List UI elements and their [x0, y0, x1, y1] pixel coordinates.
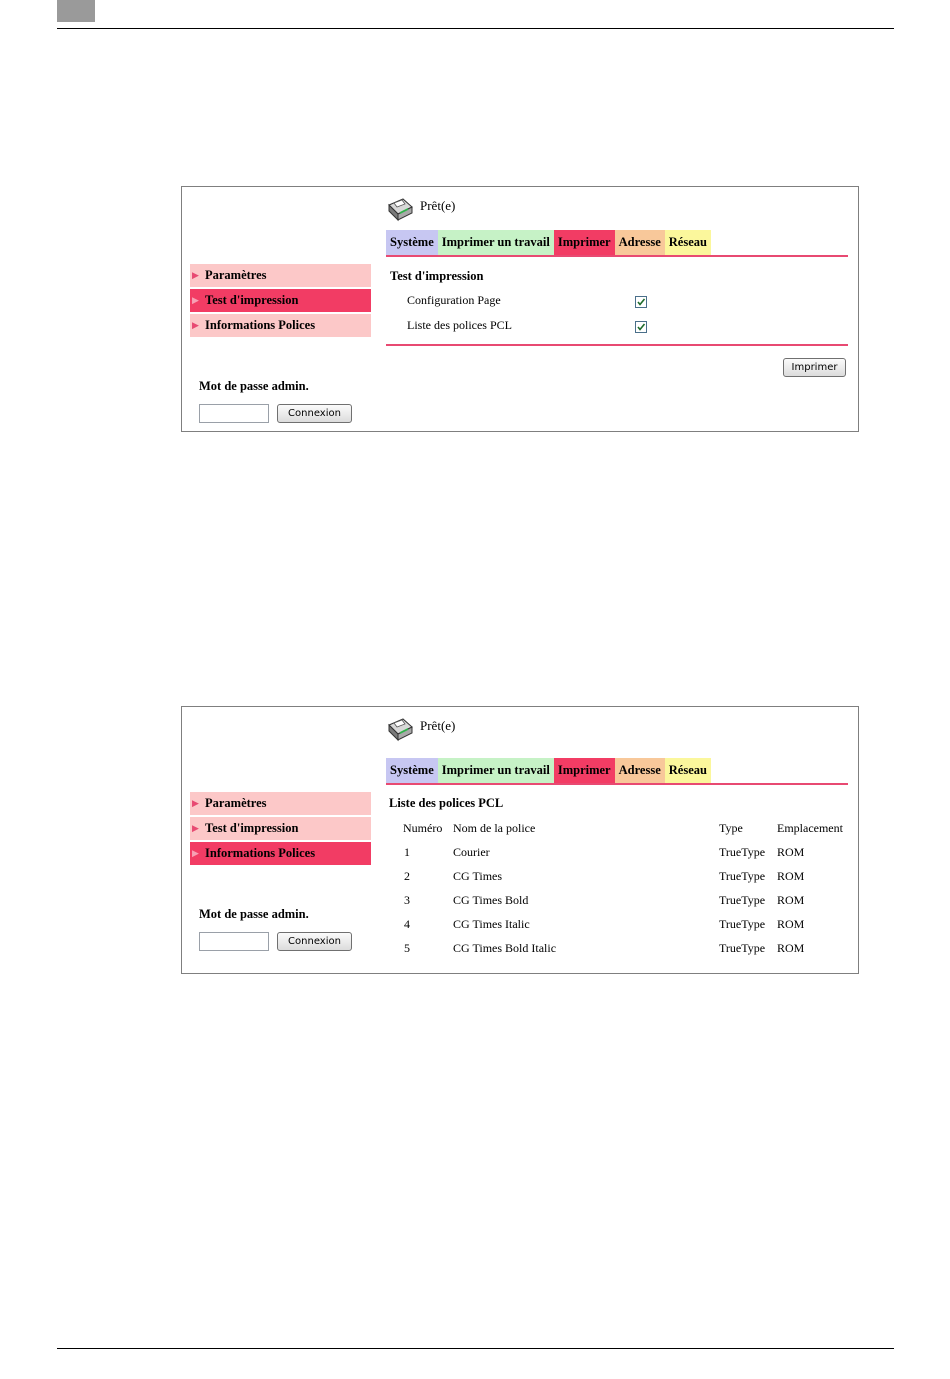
section-divider [386, 344, 848, 346]
table-cell-type: TrueType [719, 917, 766, 931]
triangle-right-icon: ▶ [192, 295, 199, 305]
sidebar-item-label: Test d'impression [205, 293, 299, 307]
table-cell-emplacement: ROM [777, 941, 805, 955]
tab-underline [386, 255, 848, 257]
tab-systeme[interactable]: Système [386, 230, 438, 255]
sidebar-item-label: Test d'impression [205, 821, 299, 835]
main-tabs [386, 230, 711, 255]
checkmark-icon [636, 297, 646, 307]
table-cell-nom: Courier [453, 845, 490, 859]
table-cell-emplacement: ROM [777, 917, 805, 931]
footer-rule [57, 1348, 894, 1349]
table-cell-emplacement: ROM [777, 893, 805, 907]
table-cell-type: TrueType [719, 941, 766, 955]
admin-password-label: Mot de passe admin. [199, 907, 309, 921]
tab-imprimer[interactable]: Imprimer [554, 230, 615, 255]
sidebar-item-test-impression[interactable] [190, 289, 371, 312]
sidebar-item-label: Informations Polices [205, 846, 316, 860]
option-configuration-page-label: Configuration Page [407, 293, 501, 307]
section-title: Test d'impression [390, 269, 484, 283]
tab-reseau[interactable]: Réseau [665, 758, 711, 783]
printer-icon [386, 195, 414, 223]
status-text: Prêt(e) [420, 198, 456, 213]
table-cell-numero: 3 [404, 893, 410, 907]
tab-imprimer[interactable]: Imprimer [554, 758, 615, 783]
column-header-nom-police: Nom de la police [453, 821, 536, 835]
sidebar-item-test-impression[interactable] [190, 817, 371, 840]
column-header-numero: Numéro [403, 821, 443, 835]
tab-reseau[interactable]: Réseau [665, 230, 711, 255]
triangle-right-icon: ▶ [192, 320, 199, 330]
triangle-right-icon: ▶ [192, 823, 199, 833]
sidebar [190, 792, 371, 867]
tab-underline [386, 783, 848, 785]
table-cell-emplacement: ROM [777, 869, 805, 883]
connexion-button[interactable]: Connexion [277, 932, 352, 951]
sidebar-item-label: Paramètres [205, 796, 267, 810]
tab-imprimer-un-travail[interactable]: Imprimer un travail [438, 758, 554, 783]
column-header-type: Type [719, 821, 743, 835]
sidebar-item-parametres[interactable] [190, 264, 371, 287]
table-cell-numero: 4 [404, 917, 410, 931]
sidebar [190, 264, 371, 339]
table-cell-nom: CG Times Italic [453, 917, 530, 931]
status-text: Prêt(e) [420, 718, 456, 733]
tab-adresse[interactable]: Adresse [615, 230, 665, 255]
printer-icon [386, 715, 414, 743]
sidebar-item-parametres[interactable] [190, 792, 371, 815]
triangle-right-icon: ▶ [192, 848, 199, 858]
section-title: Liste des polices PCL [389, 796, 504, 810]
tab-systeme[interactable]: Système [386, 758, 438, 783]
main-tabs [386, 758, 711, 783]
table-cell-numero: 5 [404, 941, 410, 955]
admin-password-label: Mot de passe admin. [199, 379, 309, 393]
chapter-tab [57, 0, 95, 22]
table-cell-emplacement: ROM [777, 845, 805, 859]
sidebar-item-label: Paramètres [205, 268, 267, 282]
option-liste-polices-pcl-label: Liste des polices PCL [407, 318, 512, 332]
table-cell-numero: 1 [404, 845, 410, 859]
sidebar-item-label: Informations Polices [205, 318, 316, 332]
screenshot-informations-polices [181, 706, 859, 974]
connexion-button[interactable]: Connexion [277, 404, 352, 423]
admin-password-input[interactable] [199, 932, 269, 951]
sidebar-item-informations-polices[interactable] [190, 842, 371, 865]
header-rule [57, 28, 894, 29]
table-cell-type: TrueType [719, 869, 766, 883]
checkmark-icon [636, 322, 646, 332]
column-header-emplacement: Emplacement [777, 821, 843, 835]
admin-password-input[interactable] [199, 404, 269, 423]
sidebar-item-informations-polices[interactable] [190, 314, 371, 337]
tab-imprimer-un-travail[interactable]: Imprimer un travail [438, 230, 554, 255]
triangle-right-icon: ▶ [192, 270, 199, 280]
tab-adresse[interactable]: Adresse [615, 758, 665, 783]
triangle-right-icon: ▶ [192, 798, 199, 808]
table-cell-nom: CG Times [453, 869, 503, 883]
table-cell-type: TrueType [719, 845, 766, 859]
configuration-page-checkbox[interactable] [635, 296, 647, 308]
table-cell-numero: 2 [404, 869, 410, 883]
liste-polices-pcl-checkbox[interactable] [635, 321, 647, 333]
imprimer-button[interactable]: Imprimer [783, 358, 846, 377]
table-cell-nom: CG Times Bold Italic [453, 941, 557, 955]
screenshot-test-impression [181, 186, 859, 432]
table-cell-type: TrueType [719, 893, 766, 907]
table-cell-nom: CG Times Bold [453, 893, 529, 907]
